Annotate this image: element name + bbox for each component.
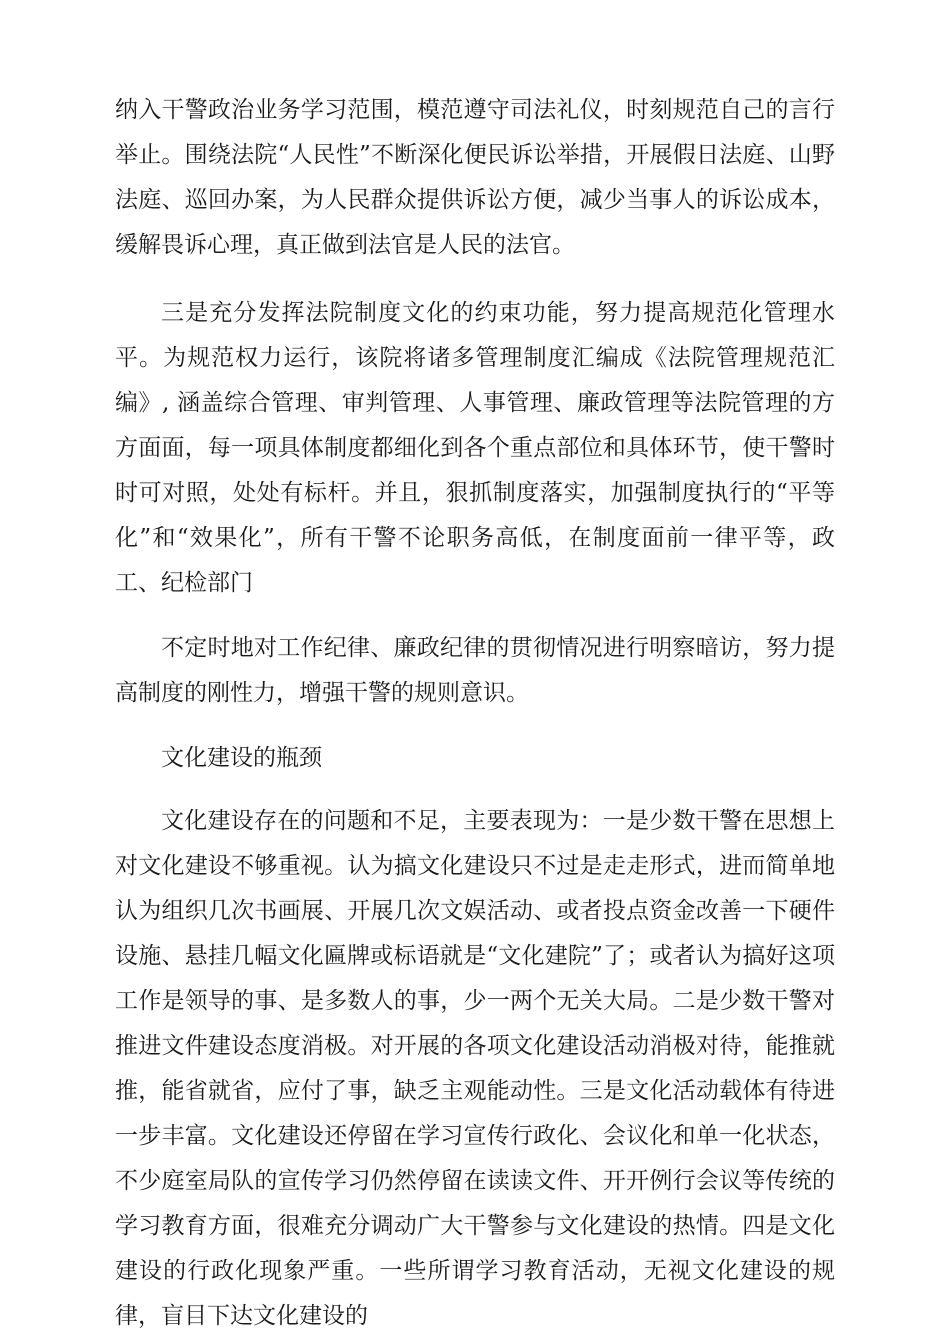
paragraph-institutional-culture: 三是充分发挥法院制度文化的约束功能，努力提高规范化管理水平。为规范权力运行，该院将诸多管理制度汇编成《法院管理规范汇编》, 涵盖综合管理、审判管理、人事管理、廉政管理等法院管理的方方面面，每一项具体制度都细化到各个重点部位和具体环节，使干警时时可对照，处处有标杆。并且，狠抓制度落实，加强制度执行的“平等化”和“效果化”，所有干警不论职务高低，在制度面前一律平等，政工、纪检部门 [115, 300, 835, 596]
document-body [115, 88, 835, 1339]
paragraph-inspection: 不定时地对工作纪律、廉政纪律的贯彻情况进行明察暗访，努力提高制度的刚性力，增强干警的规则意识。 [115, 635, 835, 706]
paragraph-continuation: 纳入干警政治业务学习范围，模范遵守司法礼仪，时刻规范自己的言行举止。围绕法院“人民性”不断深化便民诉讼举措，开展假日法庭、山野法庭、巡回办案，为人民群众提供诉讼方便，减少当事人的诉讼成本，缓解畏诉心理，真正做到法官是人民的法官。 [115, 97, 835, 258]
paragraph-problems: 文化建设存在的问题和不足，主要表现为：一是少数干警在思想上对文化建设不够重视。认为搞文化建设只不过是走走形式，进而简单地认为组织几次书画展、开展几次文娱活动、或者投点资金改善一下硬件设施、悬挂几幅文化匾牌或标语就是“文化建院”了；或者认为搞好这项工作是领导的事、是多数人的事，少一两个无关大局。二是少数干警对推进文件建设态度消极。对开展的各项文化建设活动消极对待，能推就推，能省就省，应付了事，缺乏主观能动性。三是文化活动载体有待进一步丰富。文化建设还停留在学习宣传行政化、会议化和单一化状态，不少庭室局队的宣传学习仍然停留在读读文件、开开例行会议等传统的学习教育方面，很难充分调动广大干警参与文化建设的热情。四是文化建设的行政化现象严重。一些所谓学习教育活动，无视文化建设的规律，盲目下达文化建设的 [115, 808, 835, 1329]
section-heading: 文化建设的瓶颈 [161, 745, 322, 771]
